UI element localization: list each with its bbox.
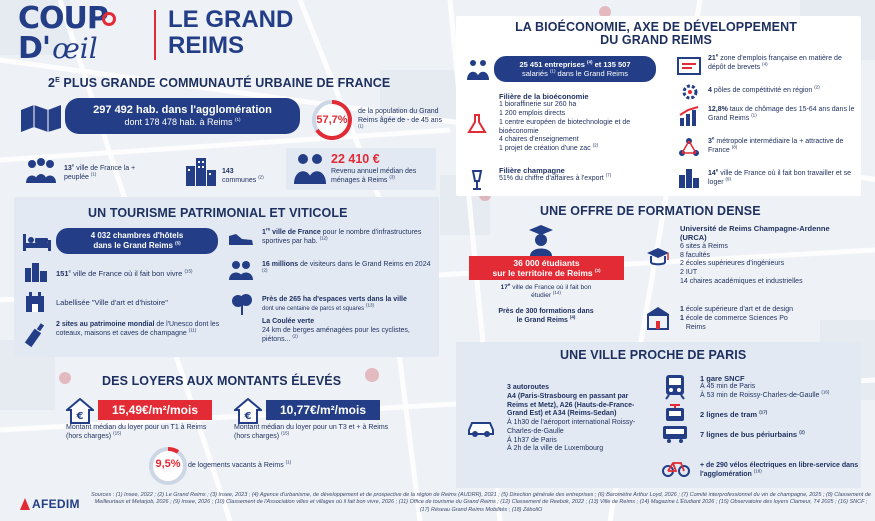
rank-13: 13e ville de France la + peuplée $^{(1)}$ [64,162,136,181]
sncf: 1 gare SNCF À 45 min de Paris À 53 min de Roissy-Charles-de-Gaulle $^{(16)}$ [700,374,860,401]
sources: Sources : (1) Insee, 2022 ; (2) Le Grand Reims ; (3) Insee, 2023 ; (4) Agence d'urbanisme, de développement et de prospective de la région de Reims (AUDRR), 2021 ; (5) Direction générale des entreprises ; (6) Baromètre Arthur Loyd, 2026 ; (7) Comité interprofessionnel du vin de champagne, 2025 ; (8) Classement de Meilleurtaux et Metarjob, 2026 ; (9) Insee, 2026 ; (10) Classement de l'Association villes et villages où il fait bon vivre, 2026 ; (11) Office de tourisme du Grand Reims ; (12) Classement de Reebok, 2022 ; (13) Ville de Reims ; (14) Magazine L'Étudiant 2026 ; (15) Observatoire des loyers Clameur, T4 2025 ; (16) SNCF ; (17) Réseau Grand Reims Mobilités ; (18) ZéboliO [91,492,871,513]
revenue-value: 22 410 € [331,152,380,166]
map-icon [20,102,62,132]
poles: 4 pôles de compétitivité en région $^{(2)}$ [708,84,820,94]
title-line1: LE GRAND [168,6,294,33]
logo-eye-accent [102,12,116,26]
train-icon [664,374,686,400]
best-151: 151e ville de France où il fait bon vivre $^{(15)}$ [56,268,193,278]
green-spaces: Près de 265 ha d'espaces verts dans la ville dont une centaine de parcs et squares $^{(13)}$ [262,296,407,312]
pop-pill: 297 492 hab. dans l'agglomération dont 178 478 hab. à Reims $^{(1)}$ [65,98,300,134]
svg-text:€: € [244,411,252,422]
roads-item: À 1h30 de l'aéroport international Roissy-Charles-de-Gaulle [507,419,636,435]
pop-heading: $2^E$ PLUS GRANDE COMMUNAUTÉ URBAINE DE FRANCE [48,76,391,90]
tram-icon [664,404,686,424]
svg-text:€: € [76,411,84,422]
city-icon-2 [678,168,700,188]
filiere-bio: Filière de la bioéconomie 1 bioraffinerie sur 260 ha 1 200 emplois directs 1 centre européen de biotechnologie et de bioéconomie 4 chaires d'enseignement 1 projet de création d'une zac $^{(2)}$ [499,92,669,154]
school-icon [646,306,670,330]
communes: 143 communes $^{(2)}$ [222,168,264,184]
visitors-icon [228,260,254,280]
filiere-item: 1 bioraffinerie sur 260 ha [499,101,577,109]
bus: 7 lignes de bus périurbains $^{(2)}$ [700,429,805,439]
roads: 3 autoroutes A4 (Paris-Strasbourg en passant par Reims et Metz), A26 (Hauts-de-France-Grand Est) et A34 (Reims-Sedan) À 1h30 de l'aéroport international Roissy-Charles-de-Gaulle À 1h37 de Paris À 2h de la ville de Luxembourg [507,384,645,454]
bio-heading: LA BIOÉCONOMIE, AXE DE DÉVELOPPEMENT DU GRAND REIMS [515,20,797,47]
sncf-item: À 45 min de Paris [700,383,756,391]
unesco: 2 sites au patrimoine mondial de l'Unesco dont les coteaux, maisons et caves de champagne $^{(11)}$ [56,321,220,337]
vacant-pct: 9,5% [155,458,181,470]
mortarboard-icon [646,246,670,268]
sneaker-icon [228,232,254,246]
vacant-text: de logements vacants à Reims $^{(1)}$ [188,459,292,469]
art-schools: 1 école supérieure d'art et de design 1 école de commerce Sciences Po Reims [680,306,794,331]
metropole: 3e métropole intermédiaire la + attractive de France $^{(8)}$ [708,135,844,154]
champagne-glass-icon [468,170,486,190]
students-box: 36 000 étudiants sur le territoire de Reims $^{(2)}$ [469,256,624,280]
bed-icon [22,232,52,252]
filiere-champagne: Filière champagne 51% du chiffre d'affaires à l'export $^{(7)}$ [499,166,612,183]
tram: 2 lignes de tram $^{(17)}$ [700,409,768,419]
hotels-pill: 4 032 chambres d'hôtels dans le Grand Reims $^{(5)}$ [56,228,218,254]
family-icon [293,152,327,184]
rent-t1-text: Montant médian du loyer pour un T1 à Reims (hors charges) $^{(15)}$ [66,424,207,440]
chart-icon [678,106,700,126]
afedim-logo-mark-icon [20,498,30,510]
urca-item: 6 sites à Reims [680,242,728,250]
bikes: + de 290 vélos électriques en libre-service dans l'agglomération $^{(18)}$ [700,462,859,478]
rent-t1-price: 15,49€/m²/mois [98,400,212,420]
city-icon [24,262,48,282]
logo-line1: COUP [18,1,108,36]
bike-icon [662,458,690,478]
crowd-icon [24,157,58,183]
revenue-text: Revenu annuel médian des ménages à Reims $^{(3)}$ [331,168,417,184]
tourism-heading: UN TOURISME PATRIMONIAL ET VITICOLE [88,206,348,220]
logo-line2: D' [18,31,51,66]
house-euro-icon-2 [234,398,262,424]
page-title [168,7,293,59]
network-icon [678,137,700,157]
art-history-label: Labellisée "Ville d'art et d'histoire" [56,298,168,307]
filiere-item: 4 chaires d'enseignement [499,136,579,144]
visitors: 16 millions de visiteurs dans le Grand Reims en 2024 $^{(2)}$ [262,261,431,273]
rank-14: 14e ville de France où il fait bon travailler et se loger $^{(9)}$ [708,167,851,186]
title-line2: REIMS [168,32,245,59]
pop-pill-line1: 297 492 hab. dans l'agglomération [93,104,272,116]
afedim-logo: AFEDIM [20,497,80,511]
formation-heading: UNE OFFRE DE FORMATION DENSE [540,204,761,218]
filiere-item: 1 200 emplois directs [499,110,566,118]
urca-item: 14 chaires académiques et industrielles [680,277,803,285]
rank-21: 21e zone d'emplois française en matière de dépôt de brevets $^{(4)}$ [708,52,842,71]
roads-item: À 2h de la ville de Luxembourg [507,445,604,453]
coulee-verte: La Coulée verte 24 km de berges aménagées pour les cyclistes, piétons... $^{(2)}$ [262,318,410,343]
chomage: 12,8% taux de chômage des 15-64 ans dans le Grand Reims $^{(1)}$ [708,106,855,122]
rent-heading: DES LOYERS AUX MONTANTS ÉLEVÉS [102,374,342,388]
car-icon [466,418,496,438]
castle-icon [24,290,46,312]
formations: Près de 300 formations dans le Grand Reims $^{(4)}$ [498,308,594,324]
rent-t3-price: 10,77€/m²/mois [266,400,380,420]
pct-value: 57,7% [316,114,348,126]
filiere-item: 1 projet de création d'une zac [499,145,591,153]
urca-item: 2 IUT [680,269,698,276]
buildings-icon [184,156,218,186]
gear-icon [680,82,700,102]
pct-text: de la population du Grand Reims âgée de - de 45 ans $^{(1)}$ [358,108,443,129]
filiere-item: 1 centre européen de biotechnologie et de bioéconomie [499,118,631,135]
urca: Université de Reims Champagne-Ardenne (URCA) 6 sites à Reims 8 facultés 2 écoles supérieures d'ingénieurs 2 IUT 14 chaires académiques et industrielles [680,224,860,287]
header-divider [154,10,156,60]
roads-item: À 1h37 de Paris [507,436,557,444]
logo-coup-doeil [18,1,150,66]
bio-pill: 25 451 entreprises $^{(4)}$ et 135 507 salariés $^{(1)}$ dans le Grand Reims [494,56,656,82]
workers-icon [466,58,490,80]
bus-icon [662,424,688,444]
graduate-icon [528,224,554,256]
rank-17: 17e ville de France où il fait bon étudier $^{(14)}$ [500,281,592,300]
rent-t3-text: Montant médian du loyer pour un T3 et + à Reims (hors charges) $^{(15)}$ [234,424,389,440]
patent-icon [676,56,702,78]
champagne-bottle-icon [24,322,46,348]
sport: 1re ville de France pour le nombre d'infrastructures sportives par hab. $^{(12)}$ [262,226,422,245]
lab-hand-icon [466,114,488,136]
paris-heading: UNE VILLE PROCHE DE PARIS [560,348,747,362]
sncf-item: À 53 min de Roissy-Charles-de-Gaulle [700,392,820,400]
tree-icon [230,292,254,316]
house-euro-icon [66,398,94,424]
urca-item: 8 facultés [680,251,710,259]
urca-item: 2 écoles supérieures d'ingénieurs [680,260,785,268]
logo-oeil: œil [52,32,98,65]
pop-pill-line2: dont 178 478 hab. à Reims [124,117,233,128]
